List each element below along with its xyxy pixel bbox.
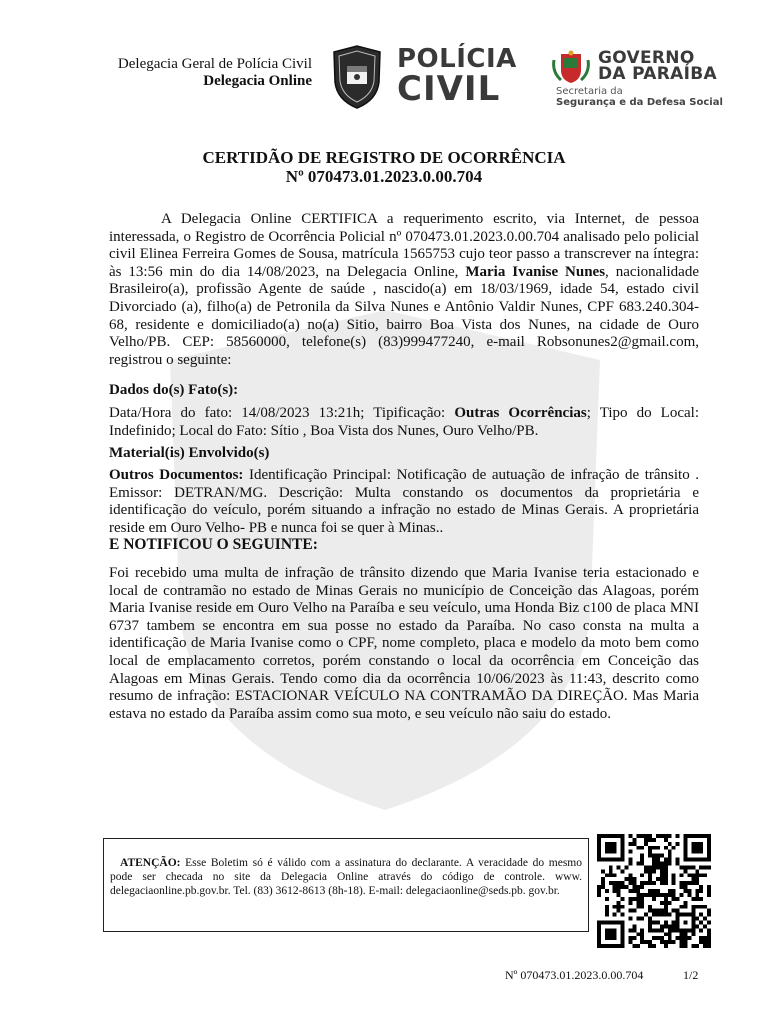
gov-sec-line-2: Segurança e da Defesa Social <box>556 97 723 108</box>
material-paragraph <box>109 467 699 537</box>
fato-text-2: ; Tipo do Local: Indefinido; Local do Fato: Sítio , Boa Vista dos Nunes, Ouro Velho/PB. <box>109 405 699 439</box>
watermark-badge-icon <box>150 300 620 820</box>
footer-document-number: Nº 070473.01.2023.0.00.704 <box>505 968 644 982</box>
material-label: Outros Documentos: <box>109 467 244 483</box>
attention-text <box>110 856 582 898</box>
brand-line-2: CIVIL <box>397 69 501 109</box>
police-badge-icon <box>330 44 384 110</box>
gov-line-2: DA PARAÍBA <box>598 64 717 84</box>
org-line-1: Delegacia Geral de Polícia Civil <box>117 56 312 72</box>
paraiba-coat-of-arms-icon <box>551 50 591 84</box>
brand-text <box>397 44 517 109</box>
attention-label: ATENÇÃO: <box>120 857 181 869</box>
gov-sec-line-1: Secretaria da <box>556 86 623 97</box>
declarant-name: Maria Ivanise Nunes <box>465 263 606 280</box>
document-number: Nº 070473.01.2023.0.00.704 <box>285 167 483 186</box>
intro-text-1: A Delegacia Online CERTIFICA a requerimento escrito, via Internet, de pessoa interessada, o Registro de Ocorrência Policial nº 070473.01.2023.0.00.704 analisado pelo policial civil Elinea Ferreira Gomes de Sousa, matrícula 1565753 cujo teor passo a transcrever na íntegra: às 13:56 min do dia 14/08/2023, na Delegacia Online, <box>109 211 699 280</box>
intro-text-2: , nacionalidade Brasileiro(a), profissão Agente de saúde , nascido(a) em 18/03/1969, idade 54, estado civil Divorciado (a), filho(a) de Petronila da Silva Nunes e Antônio Valdir Nunes, CPF 683.240.304-68, residente e domiciliado(a) no(a) Sitio, bairro Boa Vista dos Nunes, na cidade de Ouro Velho/PB. CEP: 58560000, telefone(s) (83)999477240, e-mail Robsonunes2@gmail.com, registrou o seguinte: <box>109 263 699 368</box>
fato-text-1: Data/Hora do fato: 14/08/2023 13:21h; Tipificação: <box>109 405 455 421</box>
gov-name <box>598 50 717 82</box>
material-text: Identificação Principal: Notificação de autuação de infração de trânsito . Emissor: DETRAN/MG. Descrição: Multa constando os documentos da proprietária e identificação do veículo, porém situando a infração no estado de Minas Gerais. A proprietária reside em Ouro Velho- PB e nunca foi se quer à Minas.. <box>109 467 699 536</box>
gov-line-1: GOVERNO <box>598 48 695 68</box>
org-line-2: Delegacia Online <box>203 73 312 89</box>
footer-page-number: 1/2 <box>683 968 699 982</box>
intro-paragraph <box>109 211 699 369</box>
fato-tipificacao: Outras Ocorrências <box>454 405 587 421</box>
document-title: CERTIDÃO DE REGISTRO DE OCORRÊNCIA <box>202 148 566 167</box>
gov-secretariat <box>556 86 723 108</box>
fato-heading: Dados do(s) Fato(s): <box>109 382 239 398</box>
attention-body: Esse Boletim só é válido com a assinatura do declarante. A veracidade do mesmo pode ser checada no site da Delegacia Online através do código de controle. www. delegaciaonline.pb.gov.br. Tel. (83) 3612-8613 (8h-18). E-mail: delegaciaonline@seds.pb. gov.br. <box>110 857 582 897</box>
notification-paragraph: Foi recebido uma multa de infração de trânsito dizendo que Maria Ivanise teria estacionado e local de contramão no estado de Minas Gerais no município de Conceição das Alagoas, porém Maria Ivanise reside em Ouro Velho na Paraíba e seu veículo, uma Honda Biz c100 de placa MNI 6737 tambem se encontra em sua posse no estado da Paraíba. No caso consta na multa a identificação de Maria Ivanise como o CPF, nome completo, placa e modelo da moto bem como local de emplacamento corretos, porém constando o local da ocorrência em Conceição das Alagoas em Minas Gerais. Tendo como dia da ocorrência 10/06/2023 às 11:43, descrito como resumo de infração: ESTACIONAR VEÍCULO NA CONTRAMÃO DA DIREÇÃO. Mas Maria estava no estado da Paraíba assim como sua moto, e seu veículo não saiu do estado. <box>109 565 699 722</box>
fato-paragraph <box>109 405 699 440</box>
brand-line-1: POLÍCIA <box>397 44 517 74</box>
notification-heading: E NOTIFICOU O SEGUINTE: <box>109 536 318 553</box>
header-organization <box>90 56 312 90</box>
qr-code-icon[interactable] <box>597 834 711 948</box>
material-heading: Material(is) Envolvido(s) <box>109 445 270 461</box>
